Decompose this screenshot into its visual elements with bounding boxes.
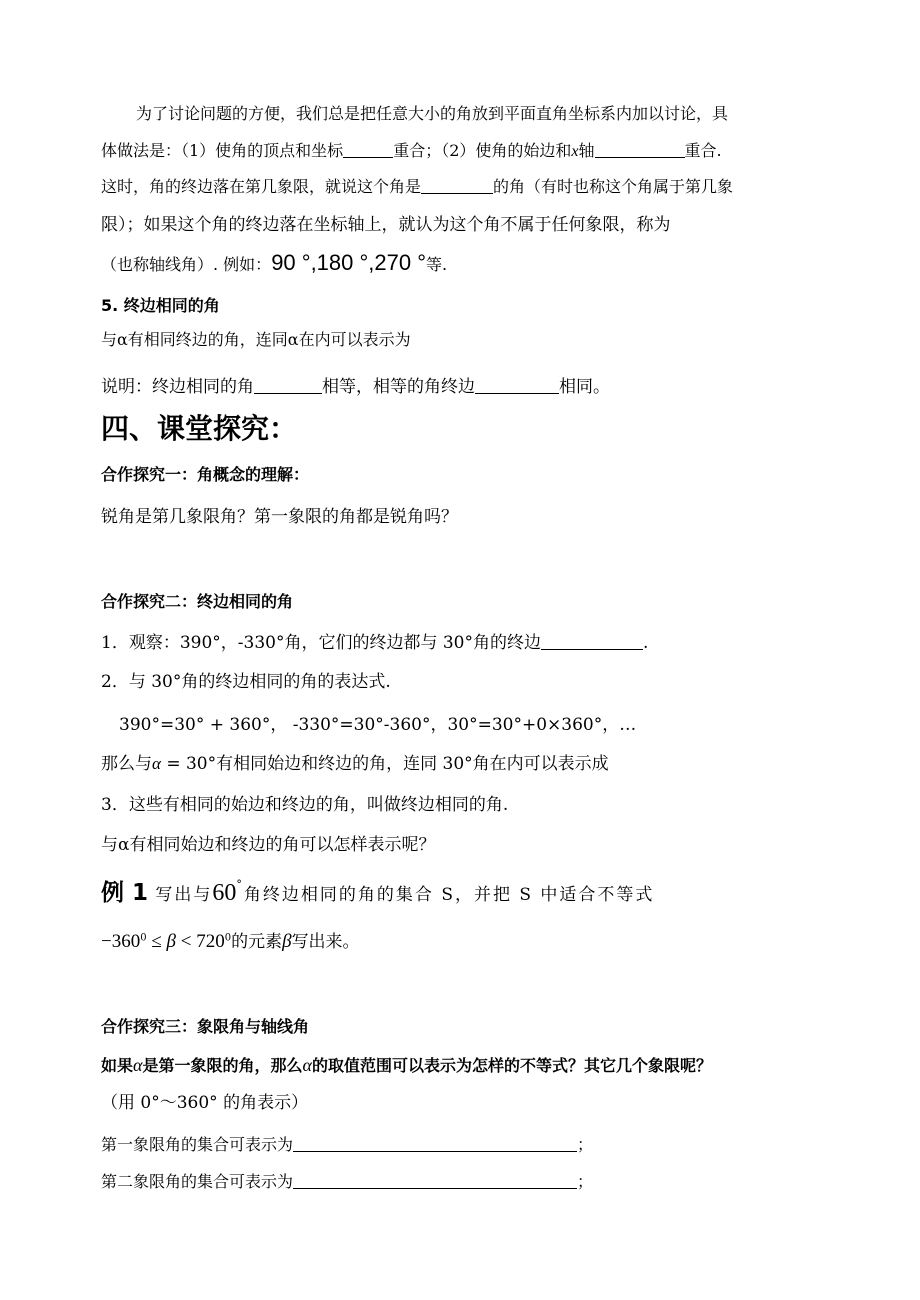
text: 写出与 bbox=[155, 885, 213, 905]
para-line: 与α有相同始边和终边的角可以怎样表示呢？ bbox=[101, 835, 436, 855]
section-heading: 5. 终边相同的角 bbox=[101, 296, 220, 315]
text: （也称轴线角）. 例如： bbox=[101, 255, 272, 274]
text: 第二象限角的集合可表示为 bbox=[101, 1172, 294, 1191]
text: 重合. bbox=[684, 141, 722, 160]
para-line bbox=[101, 250, 447, 276]
fill-blank[interactable] bbox=[254, 376, 322, 394]
text: 轴 bbox=[578, 141, 595, 160]
para-line: 3．这些有相同的始边和终边的角，叫做终边相同的角. bbox=[101, 795, 509, 815]
text: 那么与 bbox=[101, 754, 152, 774]
text: 的取值范围可以表示为怎样的不等式？其它几个象限呢？ bbox=[311, 1056, 712, 1075]
para-line bbox=[101, 174, 733, 197]
text: = 30°有相同始边和终边的角，连同 30°角在内可以表示成 bbox=[160, 754, 609, 774]
variable-beta: β bbox=[166, 931, 176, 952]
text: . bbox=[643, 633, 649, 653]
degree-sign: ° bbox=[236, 878, 244, 891]
text: 是第一象限的角，那么 bbox=[142, 1056, 303, 1075]
fill-blank[interactable] bbox=[421, 177, 493, 194]
fill-blank[interactable] bbox=[595, 141, 685, 158]
text: ； bbox=[577, 1172, 594, 1191]
text: ； bbox=[577, 1135, 594, 1154]
text: 这时，角的终边落在第几象限，就说这个角是 bbox=[101, 177, 422, 196]
variable-x: x bbox=[571, 143, 579, 160]
text: 的角（有时也称这个角属于第几象 bbox=[493, 177, 734, 196]
subsection-heading: 合作探究二：终边相同的角 bbox=[101, 592, 294, 611]
text: 如果 bbox=[101, 1056, 134, 1075]
subsection-heading: 合作探究一：角概念的理解： bbox=[101, 465, 310, 484]
subsection-heading: 合作探究三：象限角与轴线角 bbox=[101, 1017, 310, 1036]
fill-blank[interactable] bbox=[541, 632, 643, 650]
angle-60: 60 bbox=[212, 880, 237, 906]
para-line bbox=[101, 372, 610, 397]
para-line: 2．与 30°角的终边相同的角的表达式. bbox=[101, 672, 391, 692]
text: 第一象限角的集合可表示为 bbox=[101, 1135, 294, 1154]
fill-blank[interactable] bbox=[293, 1135, 577, 1152]
text: 重合；（2）使角的始边和 bbox=[393, 141, 572, 160]
text: 等. bbox=[426, 255, 448, 274]
variable-alpha: α bbox=[152, 754, 161, 773]
inequality-lower: −360 bbox=[101, 931, 141, 952]
variable-alpha: α bbox=[133, 1055, 143, 1075]
text: 角终边相同的角的集合 S，并把 S 中适合不等式 bbox=[243, 885, 655, 905]
text: 限）；如果这个角的终边落在坐标轴上，就认为这个角不属于任何象限，称为 bbox=[101, 215, 671, 235]
set-line bbox=[101, 1169, 593, 1192]
text: 1．观察：390°，-330°角，它们的终边都与 30°角的终边 bbox=[101, 633, 541, 653]
question bbox=[101, 1053, 712, 1076]
text: 为了讨论问题的方便，我们总是把任意大小的角放到平面直角坐标系内加以讨论，具 bbox=[136, 104, 729, 123]
para-line bbox=[136, 101, 728, 124]
inequality-upper: < 720 bbox=[176, 931, 225, 952]
example-line bbox=[101, 874, 654, 907]
fill-blank[interactable] bbox=[475, 376, 559, 394]
main-heading: 四、课堂探究： bbox=[101, 412, 298, 445]
para-line bbox=[101, 138, 722, 161]
equation-line: 390°=30° + 360°， -330°=30°-360°，30°=30°+0×360°，… bbox=[119, 715, 637, 735]
para-line bbox=[101, 210, 671, 235]
hint: （用 0°～360° 的角表示） bbox=[101, 1093, 309, 1113]
variable-beta: β bbox=[282, 931, 292, 952]
text: 相等，相等的角终边 bbox=[322, 377, 475, 397]
para-line bbox=[101, 749, 609, 774]
fill-blank[interactable] bbox=[343, 141, 393, 158]
text: 体做法是：（1）使角的顶点和坐标 bbox=[101, 141, 344, 160]
example-line: $-360^0 \le \beta < 720^0$的元素β写出来。 bbox=[101, 931, 360, 952]
para-line: 与α有相同终边的角，连同α在内可以表示为 bbox=[101, 330, 411, 349]
example-label: 例 1 bbox=[101, 880, 149, 906]
le-sign: ≤ bbox=[146, 931, 167, 952]
question: 锐角是第几象限角？第一象限的角都是锐角吗？ bbox=[101, 507, 458, 527]
text: 写出来。 bbox=[291, 932, 360, 952]
variable-alpha: α bbox=[302, 1055, 312, 1075]
set-line bbox=[101, 1132, 593, 1155]
text: 说明：终边相同的角 bbox=[101, 377, 254, 397]
angle-examples: 90 °,180 °,270 ° bbox=[271, 250, 427, 275]
para-line bbox=[101, 628, 648, 653]
text: 的元素 bbox=[231, 932, 283, 952]
text: 相同。 bbox=[559, 377, 610, 397]
fill-blank[interactable] bbox=[293, 1172, 577, 1189]
